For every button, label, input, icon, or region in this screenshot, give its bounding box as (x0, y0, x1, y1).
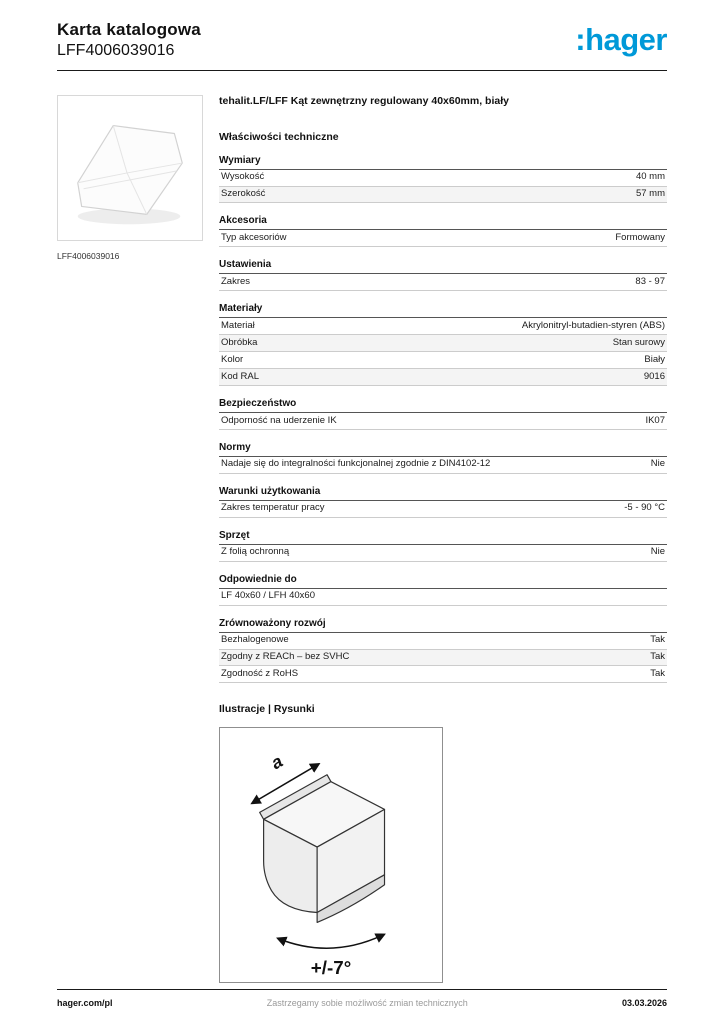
spec-value: 57 mm (635, 188, 665, 200)
spec-value: Nie (650, 458, 665, 470)
spec-value: Formowany (615, 231, 665, 243)
spec-sections (219, 155, 667, 684)
spec-value: Tak (650, 634, 665, 646)
product-image (57, 95, 203, 241)
left-column (57, 95, 203, 983)
spec-label: Kod RAL (221, 370, 260, 382)
spec-row (219, 589, 667, 606)
swing-arrow (277, 935, 384, 949)
footer-disclaimer: Zastrzegamy sobie możliwość zmian technicznych (266, 998, 468, 1008)
footer-website-link[interactable]: hager.com/pl (57, 998, 113, 1008)
footer-divider (57, 989, 667, 990)
spec-row (219, 545, 667, 562)
spec-label: Zgodny z REACh – bez SVHC (221, 651, 350, 663)
spec-row (219, 666, 667, 683)
spec-section (219, 618, 667, 684)
spec-section-title: Wymiary (219, 155, 667, 170)
product-image-caption: LFF4006039016 (57, 251, 120, 261)
spec-row (219, 318, 667, 335)
document-type-title: Karta katalogowa (57, 20, 201, 39)
product-title: tehalit.LF/LFF Kąt zewnętrzny regulowany 40x60mm, biały (219, 95, 509, 107)
illustrations-title: Ilustracje | Rysunki (219, 703, 315, 716)
spec-label: Z folią ochronną (221, 546, 290, 558)
spec-value: 40 mm (635, 171, 665, 183)
spec-section (219, 259, 667, 291)
document-reference: LFF4006039016 (57, 42, 175, 59)
spec-label: Odporność na uderzenie IK (221, 414, 337, 426)
spec-section-title: Sprzęt (219, 530, 667, 545)
footer-row (57, 998, 667, 1008)
spec-value: 9016 (643, 370, 665, 382)
spec-label: Materiał (221, 319, 255, 331)
spec-row (219, 335, 667, 352)
spec-label: Szerokość (221, 188, 266, 200)
spec-row (219, 501, 667, 518)
spec-row (219, 457, 667, 474)
spec-section-title: Odpowiednie do (219, 574, 667, 589)
spec-section-title: Materiały (219, 303, 667, 318)
spec-section (219, 155, 667, 204)
angle-label: +/-7° (310, 957, 352, 979)
spec-row (219, 650, 667, 667)
right-column (219, 95, 667, 983)
spec-value: Biały (644, 353, 665, 365)
spec-row (219, 352, 667, 369)
main-content (0, 71, 724, 983)
spec-row (219, 230, 667, 247)
spec-section (219, 530, 667, 562)
spec-value: 83 - 97 (635, 275, 665, 287)
spec-row (219, 369, 667, 386)
corner-drawing (220, 728, 442, 982)
spec-value: -5 - 90 °C (624, 502, 665, 514)
spec-section (219, 215, 667, 247)
spec-value: Akrylonitryl-butadien-styren (ABS) (521, 319, 665, 331)
spec-row (219, 633, 667, 650)
dimension-label: a (267, 751, 287, 774)
spec-section (219, 398, 667, 430)
header (0, 0, 724, 60)
spec-label: Obróbka (221, 336, 258, 348)
footer-date: 03.03.2026 (621, 998, 667, 1008)
spec-value: Stan surowy (612, 336, 665, 348)
spec-value: Tak (650, 651, 665, 663)
footer (57, 989, 667, 1008)
spec-section-title: Normy (219, 442, 667, 457)
spec-row (219, 187, 667, 204)
spec-label: Bezhalogenowe (221, 634, 289, 646)
spec-section-title: Ustawienia (219, 259, 667, 274)
technical-properties-title: Właściwości techniczne (219, 130, 339, 143)
spec-label: Wysokość (221, 171, 265, 183)
spec-value: IK07 (645, 414, 665, 426)
spec-label: Zakres (221, 275, 251, 287)
spec-section-title: Warunki użytkowania (219, 486, 667, 501)
spec-label: Typ akcesoriów (221, 231, 287, 243)
spec-row (219, 170, 667, 187)
spec-value: Nie (650, 546, 665, 558)
spec-section-title: Zrównoważony rozwój (219, 618, 667, 633)
spec-row (219, 413, 667, 430)
spec-section (219, 303, 667, 386)
spec-value: Tak (650, 667, 665, 679)
product-photo-sketch (58, 96, 202, 240)
spec-section-title: Bezpieczeństwo (219, 398, 667, 413)
spec-label: Kolor (221, 353, 244, 365)
hager-logo: :hager (575, 22, 667, 57)
spec-label: LF 40x60 / LFH 40x60 (221, 590, 315, 602)
spec-section (219, 486, 667, 518)
spec-label: Nadaje się do integralności funkcjonalnej zgodnie z DIN4102-12 (221, 458, 491, 470)
spec-label: Zakres temperatur pracy (221, 502, 325, 514)
spec-section (219, 574, 667, 606)
spec-label: Zgodność z RoHS (221, 667, 299, 679)
spec-section (219, 442, 667, 474)
spec-section-title: Akcesoria (219, 215, 667, 230)
technical-drawing (219, 727, 443, 983)
spec-row (219, 274, 667, 291)
header-titles (57, 20, 201, 60)
